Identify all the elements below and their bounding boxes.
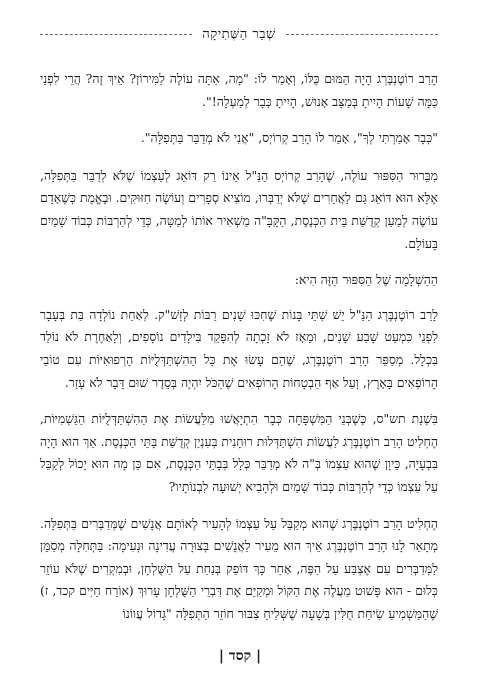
paragraph: "כְּבָר אָמַרְתִּי לְךָ", אָמַר לוֹ הָרַב קְרוֹיְס, "אֲנִי לֹא מְדַבֵּר בַּתְּפִלָּה". [140,130,438,146]
header-rule-right [286,34,438,35]
page-body [40,68,438,625]
paragraph: הֶחְלִיט הָרַב רוֹטֶנְבֶּרְג שֶׁהוּא מְקַבֵּל עַל עַצְמוֹ לְהָעִיר לְאוֹתָם אֲנָשִׁים שֶׁמְּדַבְּרִים בַּתְּפִלָּה. מְתָאֵר לָנוּ הָרַב רוֹטֶנְבֶּרְג אֵיךְ הוּא מֵעִיר לַאֲנָשִׁים בְּצוּרָה עֲדִינָה וּנְעִימָה: בַּתְּחִלָּה מְסַמֵּן לַמְּדַבְּרִים עִם אֶצְבַּע עַל הַפֶּה, אַחַר כָּךְ דּוֹפֵק בְּנַחַת עַל הַשֻּׁלְחָן, וּבְמִקְרִים שֶׁלֹּא עוֹזֵר כְּלוּם - הוּא פָּשׁוּט מַעֲלֶה אֶת הַקּוֹל וּמְקַיֵּם אֶת דִּבְרֵי הַשֻּׁלְחָן עָרוּךְ (אוֹרַח חַיִּים קכד, ז) שֶׁהַמַּשְׁמִיעַ שִׂיחַת חֻלִּין בְּשָׁעָה שֶׁשְּׁלִיחַ צִבּוּר חוֹזֵר הַתְּפִלָּה "גָּדוֹל עֲווֹנוֹ [40,515,438,621]
chapter-title: שְׁבַר הַשְּׁתִיקָה [202,27,276,42]
paragraph: לָרַב רוֹטֶנְבֶּרְג הַנַּ"ל יֵשׁ שְׁתֵּי בָּנוֹת שֶׁחִכּוּ שָׁנִים רַבּוֹת לְזַשׁ"ק. לְאַחַת נוֹלְדָה בַּת בְּעָבָר לִפְנֵי כִּמְעַט שָׁבַע שָׁנִים, וּמֵאָז לֹא זָכְתָה לְהִפָּקֵד בִּילָדִים נוֹסָפִים, וְלָאַחֶרֶת לֹא נוֹלַד בִּכְלָל. מְסַפֵּר הָרַב רוֹטֶנְבֶּרְג, שֶׁהֵם עָשׂוּ אֶת כָּל הַהִשְׁתַּדְּלֻיּוֹת הָרְפוּאִיּוֹת עִם טוֹבֵי הָרוֹפְאִים בָּאָרֶץ, וְעַל אַף הַבְטָחוֹת הָרוֹפְאִים שֶׁהַכֹּל יִהְיֶה בְּסֵדֶר שׁוּם דָּבָר לֹא עָזַר. [40,306,438,390]
running-header [40,26,438,42]
paragraph: בִּשְׁנַת תש"ס, כְּשֶׁבְּנֵי הַמִּשְׁפָּחָה כְּבָר הִתְיָאֲשׁוּ מִלַּעֲשׂוֹת אֶת הַהִשְׁתַּדְּלֻיּוֹת הַגַּשְׁמִיּוֹת, הֶחְלִיט הָרַב רוֹטֶנְבֶּרְג לַעֲשׂוֹת הִשְׁתַּדְּלוּת רוּחָנִית בְּעִנְיַן קְדֻשַּׁת בָּתֵּי הַכְּנֶסֶת. אַךְ הוּא הָיָה בִּבְעָיָה, כֵּיוָן שֶׁהוּא עַצְמוֹ בְּ"ה לֹא מְדַבֵּר כְּלָל בְּבָתֵּי הַכְּנֶסֶת, אִם כֵּן מָה הוּא יָכוֹל לְקַבֵּל עַל עַצְמוֹ כְּדֵי לְהַרְבּוֹת כְּבוֹד שָׁמַיִם וּלְהָבִיא יְשׁוּעָה לִבְנוֹתָיו? [40,411,438,494]
header-rule-left [40,34,192,35]
page-number-text: קסד [228,648,252,664]
paragraph: הָרַב רוֹטֶנְבֶּרְג הָיָה הַמּוּם כֻּלּוֹ, וְאָמַר לוֹ: "מָה, אַתָּה עוֹלֶה לַמִּירוֹן? אֵיךְ זֶה? הֲרֵי לִפְנֵי כַּמָּה שָׁעוֹת הָיִיתָ בְּמַצָּב אָנוּשׁ, הָיִיתָ כְּבָר לְמַעְלָה!". [40,71,438,109]
paragraph: מִבֵּרוּר הַסִּפּוּר עוֹלֶה, שֶׁהָרַב קְרוֹיְס הַנַּ"ל אֵינוֹ רַק דּוֹאֵג לְעַצְמוֹ שֶׁלֹּא לְדַבֵּר בַּתְּפִלָּה, אֶלָּא הוּא דּוֹאֵג גַּם לַאֲחֵרִים שֶׁלֹּא יְדַבְּרוּ, מוֹצִיא סְפָרִים וְעוֹשֶׂה חִזּוּקִים. וּבֶאֱמֶת כְּשֶׁאָדָם עוֹשֶׂה לְמַעַן קְדֻשַּׁת בֵּית הַכְּנֶסֶת, הַקָּבָּ"ה מַשְׁאִיר אוֹתוֹ לְמַטָּה, כְּדֵי לְהַרְבּוֹת כְּבוֹד שָׁמַיִם בָּעוֹלָם. [40,167,438,251]
paragraph: הַהַשְׁלָמָה שֶׁל הַסִּפּוּר הַזֶּה הִיא: [294,272,438,288]
page-number: | קסד | [218,648,262,664]
